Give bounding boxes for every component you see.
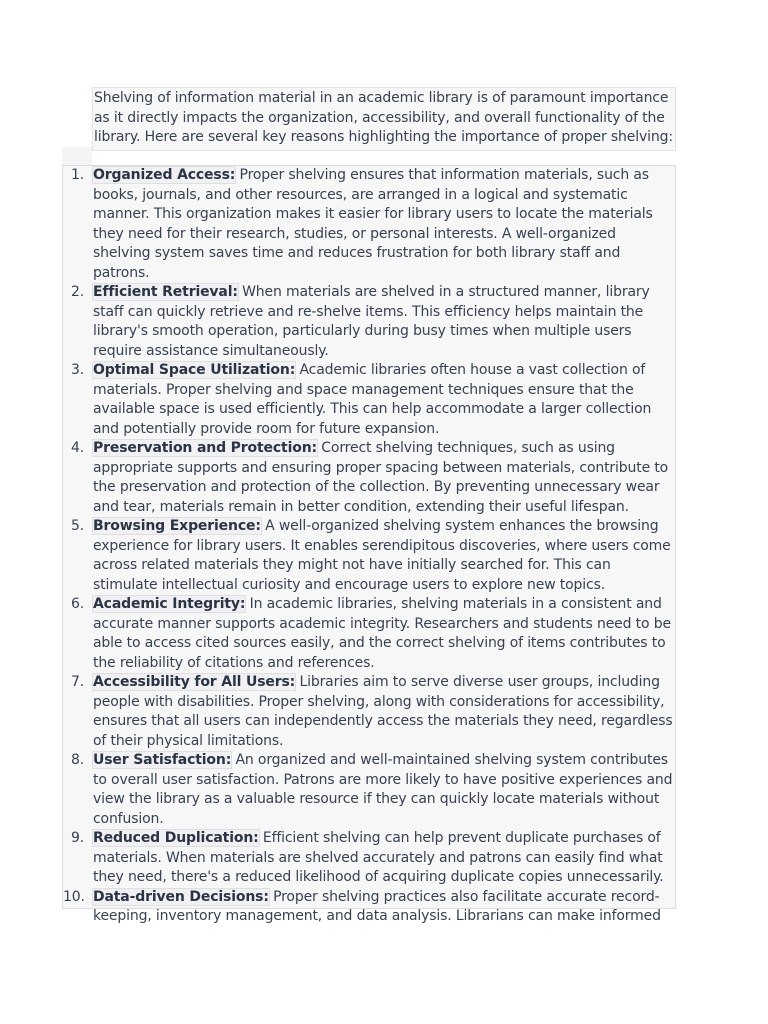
item-text: A well-organized shelving system enhances the browsing experience for library users. It enables serendipitous discoveries, where users come across related materials they might not have initially searched for. This can stimulate intellectual curiosity and encourage users to explore new topics.	[93, 518, 671, 593]
list-item	[63, 751, 677, 829]
item-body	[93, 517, 677, 595]
item-body	[93, 829, 677, 888]
item-text: Correct shelving techniques, such as using appropriate supports and ensuring proper spacing between materials, contribute to the preservation and protection of the collection. By preventing unnecessary wear and tear, materials remain in better condition, extending their useful lifespan.	[93, 440, 669, 515]
item-body	[93, 751, 677, 829]
item-number: 6.	[70, 596, 84, 612]
item-body	[93, 673, 677, 751]
list-item	[63, 283, 677, 361]
item-body	[93, 888, 677, 927]
item-number: 4.	[70, 440, 84, 456]
item-term: Organized Access:	[93, 167, 236, 183]
item-term: Efficient Retrieval:	[93, 284, 238, 300]
item-body	[93, 439, 677, 517]
item-term: Academic Integrity:	[93, 596, 246, 612]
item-text: Proper shelving practices also facilitate accurate record-keeping, inventory management, and data analysis. Librarians can make informed	[93, 888, 661, 924]
item-text: In academic libraries, shelving materials in a consistent and accurate manner supports academic integrity. Researchers and students need to be able to access cited sources easily, and the correct shelving of items contributes to the reliability of citations and references.	[93, 596, 671, 671]
item-term: User Satisfaction:	[93, 752, 232, 768]
item-number: 1.	[70, 167, 84, 183]
item-term: Preservation and Protection:	[93, 440, 317, 456]
item-body	[93, 166, 677, 283]
item-text: Efficient shelving can help prevent duplicate purchases of materials. When materials are shelved accurately and patrons can easily find what they need, there's a reduced likelihood of acquiring duplicate copies unnecessarily.	[93, 830, 664, 885]
selection-gap	[62, 147, 92, 165]
intro-paragraph: Shelving of information material in an academic library is of paramount importance as it directly impacts the organization, accessibility, and overall functionality of the library. Here are several key reasons highlighting the importance of proper shelving:	[92, 87, 676, 151]
item-number: 2.	[70, 284, 84, 300]
item-term: Accessibility for All Users:	[93, 674, 296, 690]
item-text: An organized and well-maintained shelving system contributes to overall user satisfaction. Patrons are more likely to have positive experiences and view the library as a valuable resource if they can quickly locate materials without confusion.	[93, 752, 673, 827]
list-item	[63, 361, 677, 439]
item-text: Libraries aim to serve diverse user groups, including people with disabilities. Proper shelving, along with considerations for accessibility, ensures that all users can independently access the materials they need, regardless of their physical limitations.	[93, 674, 673, 749]
item-body	[93, 283, 677, 361]
item-text: When materials are shelved in a structured manner, library staff can quickly retrieve and re-shelve items. This efficiency helps maintain the library's smooth operation, particularly during busy times when multiple users require assistance simultaneously.	[93, 284, 650, 359]
list-item	[63, 829, 677, 888]
item-term: Browsing Experience:	[93, 518, 261, 534]
item-term: Data-driven Decisions:	[93, 888, 269, 905]
item-number: 9.	[70, 830, 84, 846]
reasons-list	[63, 166, 677, 927]
reasons-list-container	[62, 165, 676, 924]
item-number: 7.	[70, 674, 84, 690]
item-number: 5.	[70, 518, 84, 534]
item-term: Optimal Space Utilization:	[93, 362, 296, 378]
item-number: 10.	[63, 888, 85, 905]
item-number: 8.	[70, 752, 84, 768]
list-item	[63, 888, 677, 927]
item-body	[93, 595, 677, 673]
item-text: Proper shelving ensures that information materials, such as books, journals, and other resources, are arranged in a logical and systematic manner. This organization makes it easier for library users to locate the materials they need for their research, studies, or personal interests. A well-organized shelving system saves time and reduces frustration for both library staff and patrons.	[93, 167, 653, 281]
item-text: Academic libraries often house a vast collection of materials. Proper shelving and space management techniques ensure that the available space is used efficiently. This can help accommodate a larger collection and potentially provide room for future expansion.	[93, 362, 652, 437]
list-item	[63, 166, 677, 283]
list-item	[63, 595, 677, 673]
item-body	[93, 361, 677, 439]
list-item	[63, 517, 677, 595]
list-item	[63, 439, 677, 517]
list-item	[63, 673, 677, 751]
item-number: 3.	[70, 362, 84, 378]
item-term: Reduced Duplication:	[93, 830, 259, 846]
